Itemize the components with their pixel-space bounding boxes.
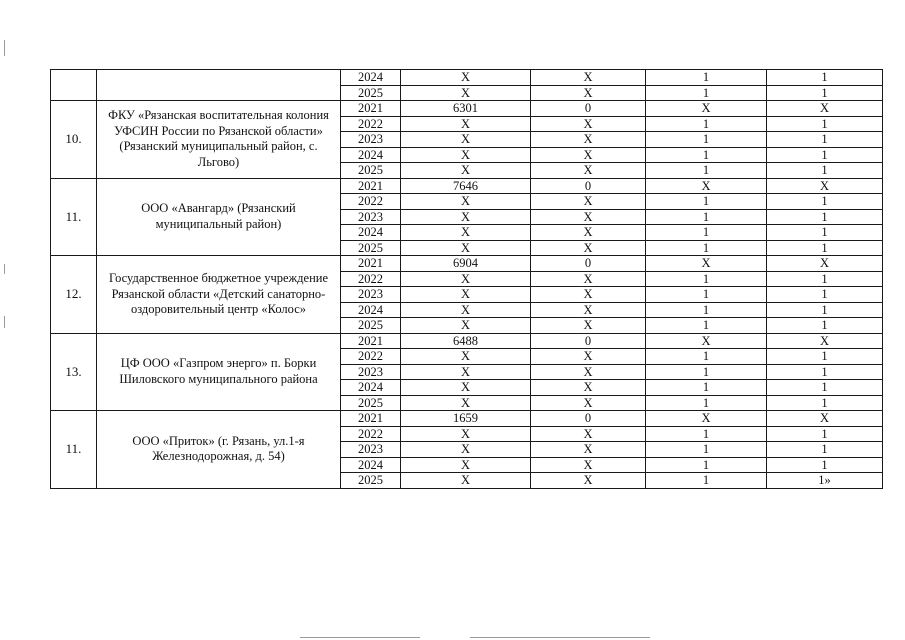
data-table [50, 69, 883, 489]
value-cell: 1 [767, 132, 883, 148]
table-row [51, 411, 883, 427]
year-cell: 2024 [341, 302, 401, 318]
scan-mark-left [4, 316, 5, 328]
value-cell: 1 [767, 318, 883, 334]
value-cell: X [531, 349, 646, 365]
year-cell: 2021 [341, 178, 401, 194]
value-cell: 1 [767, 426, 883, 442]
value-cell: 1 [767, 194, 883, 210]
year-cell: 2024 [341, 457, 401, 473]
table-row [51, 178, 883, 194]
value-cell: 6488 [401, 333, 531, 349]
value-cell: 1 [646, 147, 767, 163]
table-row [51, 101, 883, 117]
value-cell: X [767, 256, 883, 272]
year-cell: 2024 [341, 225, 401, 241]
value-cell: 1 [646, 302, 767, 318]
value-cell: X [531, 132, 646, 148]
year-cell: 2023 [341, 132, 401, 148]
organization-name-cell: ООО «Приток» (г. Рязань, ул.1-я Железнодорожная, д. 54) [97, 411, 341, 489]
value-cell: X [401, 302, 531, 318]
value-cell: 0 [531, 411, 646, 427]
year-cell: 2025 [341, 395, 401, 411]
scan-mark-bottom [470, 637, 650, 638]
value-cell: X [401, 380, 531, 396]
value-cell: 1 [646, 442, 767, 458]
row-number-cell: 12. [51, 256, 97, 334]
value-cell: X [531, 318, 646, 334]
value-cell: X [401, 349, 531, 365]
year-cell: 2021 [341, 256, 401, 272]
value-cell: X [401, 209, 531, 225]
value-cell: X [531, 287, 646, 303]
value-cell: X [531, 209, 646, 225]
value-cell: 0 [531, 101, 646, 117]
value-cell: 1 [767, 70, 883, 86]
year-cell: 2023 [341, 287, 401, 303]
value-cell: X [646, 178, 767, 194]
year-cell: 2025 [341, 240, 401, 256]
value-cell: 1 [646, 380, 767, 396]
table-row [51, 256, 883, 272]
value-cell: X [531, 364, 646, 380]
value-cell: 1659 [401, 411, 531, 427]
year-cell: 2022 [341, 349, 401, 365]
value-cell: 7646 [401, 178, 531, 194]
row-number-cell: 11. [51, 178, 97, 256]
row-number-cell [51, 70, 97, 101]
value-cell: 1 [646, 271, 767, 287]
value-cell: 1 [646, 318, 767, 334]
value-cell: X [401, 70, 531, 86]
value-cell: 1 [646, 364, 767, 380]
row-number-cell: 11. [51, 411, 97, 489]
value-cell: X [401, 426, 531, 442]
value-cell: 1 [646, 240, 767, 256]
value-cell: 1 [646, 426, 767, 442]
value-cell: X [401, 473, 531, 489]
value-cell: X [531, 225, 646, 241]
value-cell: 1 [767, 225, 883, 241]
value-cell: X [531, 457, 646, 473]
organization-name-cell: ЦФ ООО «Газпром энерго» п. Борки Шиловского муниципального района [97, 333, 341, 411]
value-cell: X [531, 380, 646, 396]
value-cell: X [767, 178, 883, 194]
value-cell: 1 [646, 209, 767, 225]
year-cell: 2023 [341, 442, 401, 458]
row-number-cell: 13. [51, 333, 97, 411]
value-cell: X [531, 442, 646, 458]
value-cell: 1 [646, 70, 767, 86]
year-cell: 2023 [341, 209, 401, 225]
value-cell: X [401, 147, 531, 163]
value-cell: X [531, 194, 646, 210]
value-cell: 1 [767, 287, 883, 303]
value-cell: X [531, 85, 646, 101]
value-cell: X [646, 101, 767, 117]
value-cell: 0 [531, 333, 646, 349]
value-cell: 1 [767, 364, 883, 380]
value-cell: X [531, 271, 646, 287]
value-cell: X [401, 318, 531, 334]
value-cell: 1 [646, 473, 767, 489]
value-cell: 1 [767, 395, 883, 411]
year-cell: 2024 [341, 380, 401, 396]
value-cell: 1 [767, 116, 883, 132]
value-cell: 6904 [401, 256, 531, 272]
value-cell: X [531, 147, 646, 163]
year-cell: 2025 [341, 163, 401, 179]
value-cell: X [401, 85, 531, 101]
value-cell: X [401, 132, 531, 148]
value-cell: 1 [646, 163, 767, 179]
value-cell: X [401, 163, 531, 179]
organization-name-cell: Государственное бюджетное учреждение Рязанской области «Детский санаторно-оздоровительный центр «Колос» [97, 256, 341, 334]
value-cell: X [401, 194, 531, 210]
value-cell: 1 [767, 380, 883, 396]
value-cell: 1 [767, 271, 883, 287]
value-cell: X [767, 333, 883, 349]
value-cell: X [401, 240, 531, 256]
value-cell: X [531, 302, 646, 318]
value-cell: 1 [767, 240, 883, 256]
value-cell: 1 [646, 85, 767, 101]
value-cell: 1 [767, 457, 883, 473]
value-cell: 1 [646, 132, 767, 148]
scan-mark-left [4, 264, 5, 274]
value-cell: X [531, 70, 646, 86]
year-cell: 2022 [341, 194, 401, 210]
value-cell: X [531, 395, 646, 411]
value-cell: X [646, 256, 767, 272]
value-cell: X [767, 411, 883, 427]
value-cell: 1 [646, 349, 767, 365]
organization-name-cell: ООО «Авангард» (Рязанский муниципальный район) [97, 178, 341, 256]
value-cell: 1 [767, 349, 883, 365]
value-cell: X [401, 116, 531, 132]
value-cell: X [401, 364, 531, 380]
value-cell: X [531, 163, 646, 179]
value-cell: X [646, 333, 767, 349]
value-cell: 1 [646, 287, 767, 303]
row-number-cell: 10. [51, 101, 97, 179]
value-cell: X [401, 442, 531, 458]
year-cell: 2025 [341, 318, 401, 334]
value-cell: 1 [767, 85, 883, 101]
scan-mark-left [4, 40, 5, 56]
table-body [51, 70, 883, 489]
year-cell: 2024 [341, 70, 401, 86]
value-cell: X [531, 426, 646, 442]
year-cell: 2022 [341, 271, 401, 287]
value-cell: X [531, 116, 646, 132]
table-row [51, 70, 883, 86]
value-cell: 0 [531, 178, 646, 194]
value-cell: X [401, 287, 531, 303]
year-cell: 2025 [341, 473, 401, 489]
year-cell: 2021 [341, 101, 401, 117]
value-cell: 1 [767, 209, 883, 225]
value-cell: 1 [646, 395, 767, 411]
value-cell: X [401, 271, 531, 287]
value-cell: X [401, 395, 531, 411]
year-cell: 2023 [341, 364, 401, 380]
value-cell: 1» [767, 473, 883, 489]
value-cell: X [531, 240, 646, 256]
value-cell: X [401, 225, 531, 241]
value-cell: 1 [767, 163, 883, 179]
value-cell: 1 [767, 302, 883, 318]
table-row [51, 333, 883, 349]
organization-name-cell: ФКУ «Рязанская воспитательная колония УФСИН России по Рязанской области» (Рязанский муниципальный район, с. Льгово) [97, 101, 341, 179]
year-cell: 2021 [341, 411, 401, 427]
value-cell: 0 [531, 256, 646, 272]
value-cell: 1 [646, 225, 767, 241]
scan-mark-bottom [300, 637, 420, 638]
year-cell: 2025 [341, 85, 401, 101]
value-cell: X [767, 101, 883, 117]
year-cell: 2022 [341, 426, 401, 442]
value-cell: 1 [767, 147, 883, 163]
value-cell: 1 [646, 457, 767, 473]
value-cell: 1 [646, 194, 767, 210]
value-cell: 6301 [401, 101, 531, 117]
year-cell: 2024 [341, 147, 401, 163]
organization-name-cell [97, 70, 341, 101]
value-cell: X [531, 473, 646, 489]
year-cell: 2022 [341, 116, 401, 132]
value-cell: 1 [767, 442, 883, 458]
year-cell: 2021 [341, 333, 401, 349]
value-cell: X [401, 457, 531, 473]
value-cell: 1 [646, 116, 767, 132]
value-cell: X [646, 411, 767, 427]
